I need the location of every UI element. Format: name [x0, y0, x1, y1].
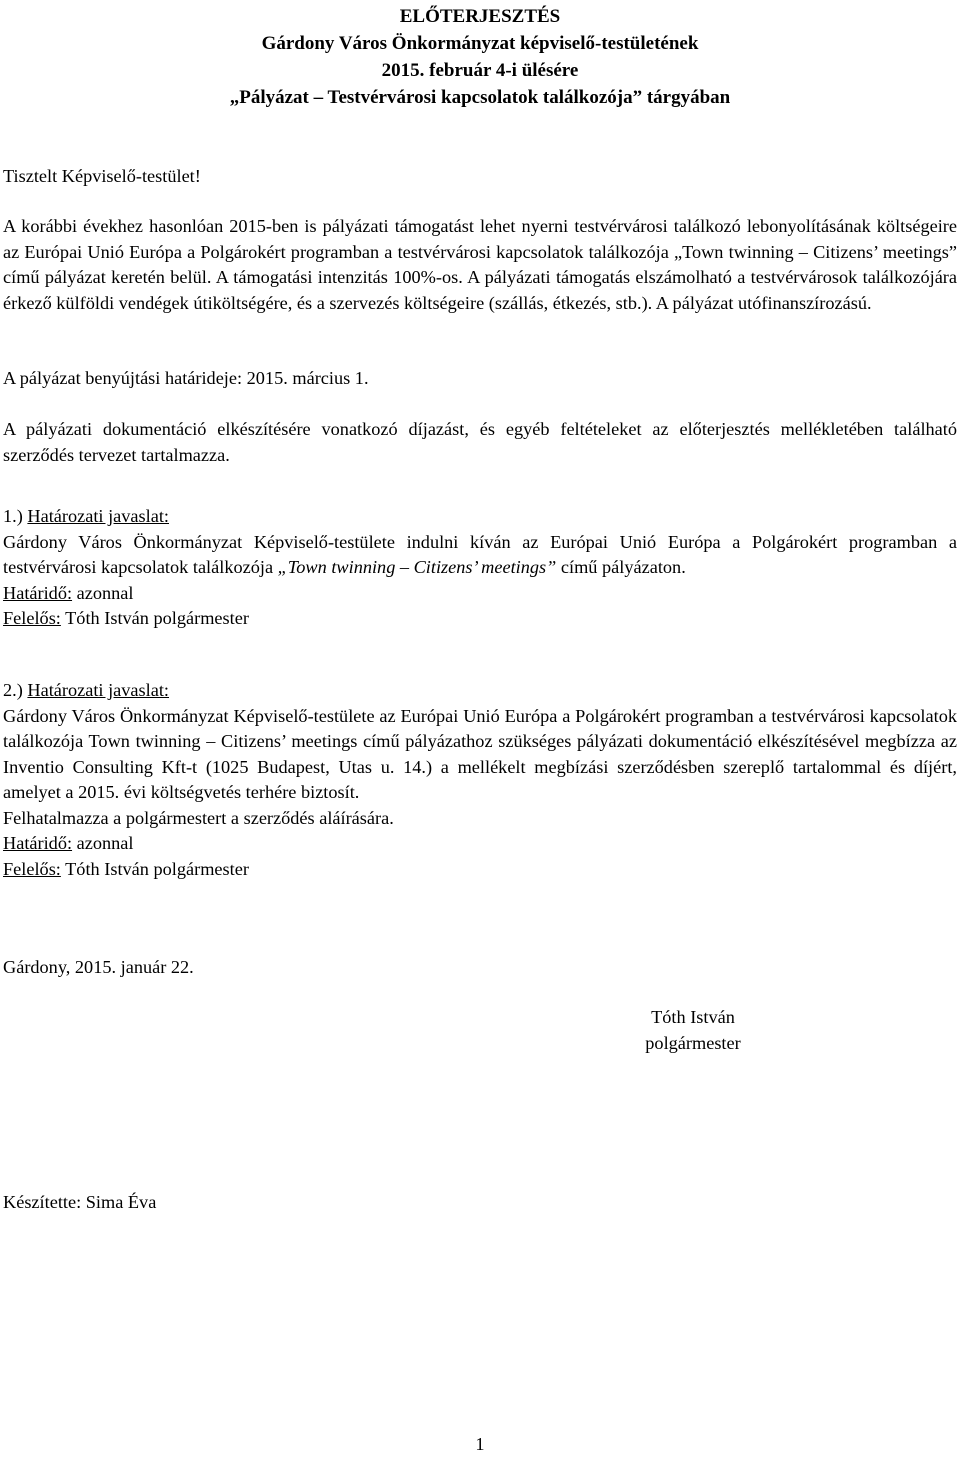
deadline-label: Határidő:: [3, 582, 73, 603]
document-subject: „Pályázat – Testvérvárosi kapcsolatok találkozója” tárgyában: [229, 87, 731, 108]
resolution-2-deadline: [3, 831, 957, 857]
intro-sentence: A pályázat utófinanszírozású.: [655, 292, 872, 313]
resolution-1-heading: [3, 504, 957, 530]
resolution-2: [3, 678, 957, 882]
deadline-value: azonnal: [76, 833, 134, 853]
intro-paragraph: [3, 214, 957, 316]
meeting-date: 2015. február 4-i ülésére: [381, 60, 579, 81]
intro-sentence: A korábbi évekhez hasonlóan 2015-ben is pályázati támogatást lehet nyerni testvérvárosi találkozó lebonyolításának költségeire az Európai Unió Európa a Polgárokért programban a testvérvárosi kapcsolatok találkozója „Town twinning – Citizens’ meetings” című pályázat keretén belül.: [3, 216, 957, 287]
deadline-value: azonnal: [76, 582, 134, 603]
resolution-number: 2.): [3, 680, 23, 700]
signature-block: [600, 1004, 786, 1056]
prepared-by: Készítette: Sima Éva: [3, 1192, 157, 1212]
resolution-2-text: Gárdony Város Önkormányzat Képviselő-testülete az Európai Unió Európa a Polgárokért programban a testvérvárosi kapcsolatok találkozója Town twinning – Citizens’ meetings című pályázathoz szükséges pályázati dokumentáció elkészítésével megbízza az Inventio Consulting Kft-t (1025 Budapest, Utas u. 14.) a mellékelt megbízási szerződésben szereplő tartalommal és díjért, amelyet a 2015. évi költségvetés terhére biztosít.: [3, 705, 957, 802]
submission-deadline: A pályázat benyújtási határideje: 2015. március 1.: [3, 368, 369, 388]
resolution-number: 1.): [3, 506, 23, 526]
responsible-label: Felelős:: [3, 858, 61, 879]
resolution-1: [3, 504, 957, 632]
place-and-date: Gárdony, 2015. január 22.: [3, 957, 194, 977]
responsible-label: Felelős:: [3, 608, 61, 628]
resolution-2-responsible: [3, 857, 957, 883]
resolution-heading: Határozati javaslat:: [27, 506, 169, 526]
resolution-text: Gárdony Város Önkormányzat Képviselő-testülete indulni kíván az Európai Unió Európa a Polgárokért programban a testvérvárosi kapcsolatok találkozója: [3, 531, 957, 577]
signatory-name: Tóth István: [651, 1007, 735, 1027]
resolution-heading: Határozati javaslat:: [27, 680, 169, 700]
signatory-title: polgármester: [645, 1033, 741, 1053]
responsible-value: Tóth István polgármester: [65, 858, 249, 879]
document-header: [0, 3, 960, 111]
resolution-2-authorization: Felhatalmazza a polgármestert a szerződés aláírására.: [3, 807, 394, 828]
programme-name: „Town twinning – Citizens’ meetings”: [277, 557, 557, 577]
document-addressee: Gárdony Város Önkormányzat képviselő-testületének: [261, 33, 699, 54]
resolution-1-deadline: [3, 581, 957, 607]
resolution-1-text: [3, 530, 957, 581]
document-title: ELŐTERJESZTÉS: [399, 6, 561, 27]
intro-sentence: A pályázati támogatás elszámolható a testvérvárosok találkozójára érkező külföldi vendégek útiköltségére, és a szervezés költségeire (szállás, étkezés, stb.).: [3, 267, 958, 313]
resolution-text: című pályázaton.: [560, 557, 686, 577]
deadline-label: Határidő:: [3, 833, 73, 853]
documentation-paragraph: A pályázati dokumentáció elkészítésére vonatkozó díjazást, és egyéb feltételeket az előterjesztés mellékletében található szerződés tervezet tartalmazza.: [3, 419, 957, 465]
responsible-value: Tóth István polgármester: [65, 608, 249, 628]
page-number: 1: [475, 1434, 485, 1454]
resolution-2-heading: [3, 678, 957, 704]
resolution-1-responsible: [3, 606, 957, 632]
intro-sentence: A támogatási intenzitás 100%-os.: [215, 267, 463, 287]
salutation: Tisztelt Képviselő-testület!: [3, 166, 201, 186]
